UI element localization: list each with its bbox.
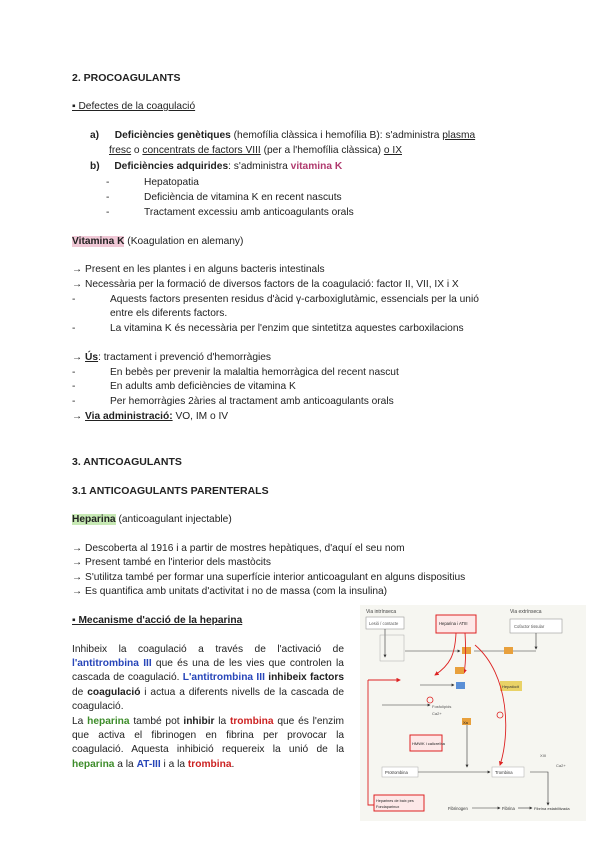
- text: Inhibeix la coagulació a través de l'activació de: [72, 644, 344, 655]
- term-trombina: trombina: [229, 716, 274, 727]
- term-via: Via administració:: [85, 411, 173, 422]
- cascade-diagram: [360, 605, 586, 821]
- term-heparina: heparina: [87, 716, 130, 727]
- text: la: [214, 716, 230, 727]
- heparina-line: → Es quantifica amb unitats d'activitat i no de massa (com la insulina): [72, 586, 388, 597]
- text: : tractament i prevenció d'hemorràgies: [98, 352, 272, 363]
- section-title-procoagulants: 2. PROCOAGULANTS: [72, 72, 181, 84]
- text: que és una de les vies que controlen la cascada de coagulació.: [72, 658, 344, 684]
- label-hepatocit: Hepatòcit: [502, 684, 519, 689]
- term-deficiencies-adquirides: Deficiències adquirides: [114, 161, 229, 172]
- text: també pot: [129, 716, 184, 727]
- text: i a la: [160, 758, 188, 770]
- text: .: [231, 758, 235, 770]
- vitk-us-line: [72, 352, 271, 364]
- term-plasma: plasma: [442, 130, 476, 141]
- text: i actua a diferents nivells de la cascada de coagulació.: [72, 686, 344, 712]
- text: (per a l'hemofília clàssica): [260, 145, 384, 156]
- list-item: - En bebès per prevenir la malaltia hemorràgica del recent nascut: [110, 367, 399, 379]
- list-item: - Aquests factors presenten residus d'àcid γ-carboxiglutàmic, essencials per la unió: [110, 294, 479, 306]
- list-item: - En adults amb deficiències de vitamina K: [110, 381, 296, 393]
- list-marker: a): [90, 130, 100, 141]
- heparina-line: → Present també en l'interior dels mastòcits: [72, 557, 271, 568]
- term-heparina: heparina: [72, 758, 115, 770]
- label-fosfolipids: Fosfolípids: [432, 704, 452, 709]
- term-oix: o IX: [383, 145, 402, 156]
- label-fibrina: Fibrina: [502, 806, 515, 811]
- vitamin-k-heading: [72, 236, 243, 248]
- text: (Koagulation en alemany): [124, 236, 244, 247]
- list-item: - Hepatopatia: [144, 177, 199, 189]
- text: VO, IM o IV: [172, 411, 229, 422]
- label-xiii: XIII: [540, 753, 547, 758]
- label-fibrina-estabilitzada: Fibrina estabilitzada: [534, 806, 570, 811]
- subsection-defectes: ▪ Defectes de la coagulació: [72, 101, 196, 112]
- label-protrombina: Protrombina: [385, 770, 408, 775]
- term-trombina: trombina: [187, 758, 232, 770]
- text: que és l'enzim que activa el fibrinogen en fibrina per provocar la coagulació. Aquesta inhibició requereix la unió de la: [72, 716, 344, 756]
- list-item: - La vitamina K és necessària per l'enzim que sintetitza aquestes carboxilacions: [110, 323, 464, 335]
- heparina-line: → S'utilitza també per formar una superfície interior anticoagulant en alguns dispositius: [72, 572, 466, 583]
- label-via-intrinseca: Via intrínseca: [366, 609, 397, 615]
- list-item: - Per hemorràgies 2àries al tractament amb anticoagulants orals: [110, 396, 394, 408]
- term-deficiencies-genetiques: Deficiències genètiques: [114, 130, 231, 141]
- list-item-a-cont: [109, 145, 402, 157]
- label-hmwk: HMWK i calicreïna: [412, 741, 445, 746]
- list-item: - Deficiència de vitamina K en recent nascuts: [144, 192, 342, 204]
- text: de: [72, 686, 88, 698]
- label-contact: Lesió / contacte: [369, 621, 399, 626]
- paragraph-mechanism: [72, 643, 344, 714]
- subsection-mecanisme: ▪ Mecanisme d'acció de la heparina: [72, 615, 243, 626]
- heparina-heading: [72, 514, 232, 526]
- highlight-vitamina-k: Vitamina K: [72, 236, 125, 247]
- label-fondaparinux: Fondaparinux: [376, 805, 400, 809]
- text: o: [131, 145, 143, 156]
- vitk-via-line: [72, 411, 228, 423]
- list-item-cont: entre els diferents factors.: [110, 308, 228, 319]
- subsection-parenterals: 3.1 ANTICOAGULANTS PARENTERALS: [72, 485, 269, 497]
- label-ca-2: Ca2+: [556, 763, 566, 768]
- text: a la: [114, 758, 137, 770]
- list-item: - Tractament excessiu amb anticoagulants orals: [144, 207, 354, 219]
- term-at3: AT-III: [136, 758, 161, 770]
- coagulation-cascade-figure: [360, 605, 586, 821]
- label-fibrinogen: Fibrinogen: [448, 806, 468, 811]
- vitk-line: → Present en les plantes i en alguns bacteris intestinals: [72, 264, 325, 275]
- list-item-a: [90, 130, 475, 142]
- label-cofactor: Cofactor tissular: [514, 624, 545, 629]
- label-trombina: Trombina: [495, 770, 513, 775]
- label-xa: Xa: [463, 720, 468, 725]
- label-heparina-at3: Heparina i ATIII: [439, 621, 468, 626]
- highlight-heparina: Heparina: [72, 514, 116, 525]
- text-bold: inhibir: [183, 716, 215, 727]
- term-antitrombina: L'antitrombina III: [182, 672, 265, 684]
- text: (anticoagulant injectable): [115, 514, 232, 525]
- label-lmwh: Heparines de baix pes: [376, 799, 414, 803]
- text: →: [72, 352, 86, 363]
- text-bold: inhibeix factors: [264, 672, 345, 684]
- term-antitrombina: l'antitrombina III: [72, 658, 152, 670]
- label-via-extrinseca: Via extrínseca: [510, 609, 542, 615]
- term-fresc: fresc: [109, 145, 132, 156]
- text-bold: coagulació: [87, 686, 141, 698]
- text: →: [72, 411, 86, 422]
- section-title-anticoagulants: 3. ANTICOAGULANTS: [72, 456, 182, 468]
- vitk-line: → Necessària per la formació de diversos factors de la coagulació: factor II, VII, IX i X: [72, 279, 459, 290]
- term-concentrats: concentrats de factors VIII: [142, 145, 261, 156]
- term-vitamina-k: vitamina K: [290, 161, 343, 172]
- heparina-line: → Descoberta al 1916 i a partir de mostres hepàtiques, d'aquí el seu nom: [72, 543, 405, 554]
- text: (hemofília clàssica i hemofília B): s'administra: [230, 130, 443, 141]
- list-item-b: [90, 161, 342, 173]
- label-ca: Ca2+: [432, 711, 442, 716]
- text: La: [72, 716, 88, 727]
- text: : s'administra: [228, 161, 291, 172]
- list-marker: b): [90, 161, 100, 172]
- paragraph-trombina: [72, 715, 344, 772]
- term-us: Ús: [85, 352, 99, 363]
